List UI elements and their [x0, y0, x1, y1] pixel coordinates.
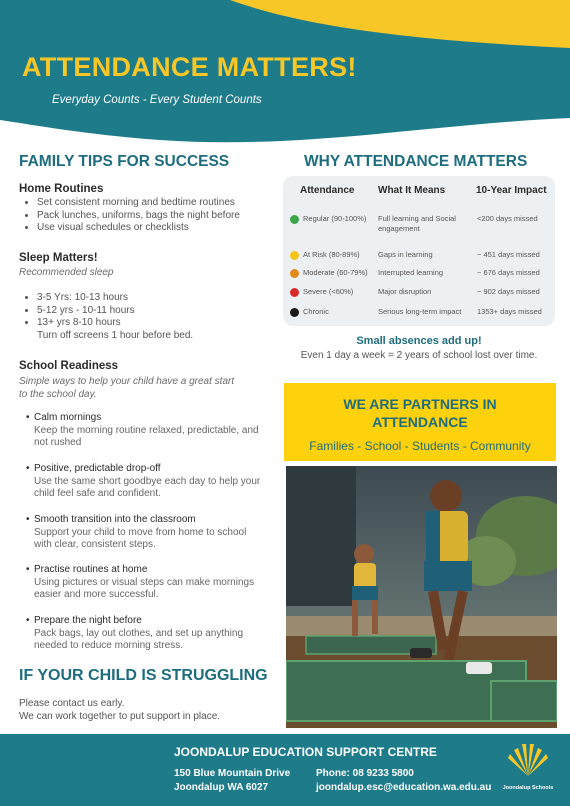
struggling-text	[19, 698, 279, 723]
status-dot	[290, 269, 299, 278]
table-row	[283, 211, 555, 233]
meaning-line: engagement	[378, 224, 420, 233]
row-meaning: Serious long-term impact	[378, 307, 462, 316]
readiness-tip	[26, 615, 266, 653]
tip-desc: Use the same short goodbye each day to help your child feel safe and confident.	[34, 475, 261, 499]
list-item: • Set consistent morning and bedtime routines	[37, 197, 273, 210]
joondalup-schools-logo	[500, 740, 556, 800]
row-attendance: Regular (90-100%)	[303, 214, 367, 223]
sleep-extra: Turn off screens 1 hour before bed.	[37, 329, 194, 341]
row-impact: 1353+ days missed	[477, 307, 542, 316]
list-item: • Use visual schedules or checklists	[37, 222, 273, 235]
note-line: Simple ways to help your child have a great start	[19, 376, 235, 387]
readiness-tip	[26, 514, 266, 552]
list-item: • 3-5 Yrs: 10-13 hours	[37, 292, 273, 305]
logo-text: Joondalup Schools	[502, 785, 554, 791]
status-dot	[290, 308, 299, 317]
why-heading: WHY ATTENDANCE MATTERS	[304, 153, 528, 170]
tip-title: • Practise routines at home	[26, 564, 266, 577]
partners-title-line: WE ARE PARTNERS IN	[343, 396, 497, 412]
table-row	[283, 265, 555, 283]
table-header-meaning: What It Means	[378, 185, 446, 196]
row-meaning: Gaps in learning	[378, 250, 433, 259]
table-header-attendance: Attendance	[300, 185, 355, 196]
partners-subtitle: Families - School - Students - Community	[309, 439, 531, 453]
footer-contact	[316, 767, 491, 795]
readiness-tip	[26, 564, 266, 602]
school-readiness-note	[19, 375, 279, 401]
tip-title: • Positive, predictable drop-off	[26, 463, 266, 476]
page-title: ATTENDANCE MATTERS!	[22, 52, 357, 82]
struggling-line: We can work together to put support in place.	[19, 710, 221, 722]
status-dot	[290, 288, 299, 297]
list-item: • 13+ yrs 8-10 hours	[37, 317, 273, 330]
partners-title-line: ATTENDANCE	[372, 414, 468, 430]
struggling-heading: IF YOUR CHILD IS STRUGGLING	[19, 667, 268, 684]
tip-title: • Prepare the night before	[26, 615, 266, 628]
readiness-tip	[26, 412, 266, 450]
sleep-list	[23, 292, 273, 342]
row-attendance: Chronic	[303, 307, 329, 316]
address-line: Joondalup WA 6027	[174, 782, 269, 793]
row-meaning: Major disruption	[378, 287, 432, 296]
table-row	[283, 247, 555, 265]
list-item: • 5-12 yrs - 10-11 hours	[37, 305, 273, 318]
row-impact: <200 days missed	[477, 214, 538, 223]
struggling-line: Please contact us early.	[19, 698, 125, 709]
tip-desc: Keep the morning routine relaxed, predictable, and not rushed	[34, 424, 259, 448]
row-attendance: Severe (<60%)	[303, 287, 354, 296]
row-impact: ~ 451 days missed	[477, 250, 540, 259]
callout-title: Small absences add up!	[356, 335, 482, 347]
address-line: 150 Blue Mountain Drive	[174, 768, 291, 779]
row-impact: ~ 902 days missed	[477, 287, 540, 296]
row-meaning	[378, 214, 456, 234]
children-photo	[286, 466, 557, 728]
footer-address	[174, 767, 290, 795]
phone-text: Phone: 08 9233 5800	[316, 768, 414, 779]
family-tips-heading: FAMILY TIPS FOR SUCCESS	[19, 153, 230, 170]
school-readiness-title: School Readiness	[19, 360, 119, 372]
meaning-line: Full learning and Social	[378, 214, 456, 223]
tip-desc: Support your child to move from home to school with clear, consistent steps.	[34, 526, 247, 550]
partners-title	[284, 395, 556, 431]
table-header-impact: 10-Year Impact	[476, 185, 547, 196]
note-line: to the school day.	[19, 389, 97, 400]
tip-title: • Smooth transition into the classroom	[26, 514, 266, 527]
email-link[interactable]: joondalup.esc@education.wa.edu.au	[316, 782, 492, 793]
sleep-note: Recommended sleep	[19, 267, 114, 278]
table-row	[283, 304, 555, 322]
row-impact: ~ 676 days missed	[477, 268, 540, 277]
tip-desc: Using pictures or visual steps can make mornings easier and more successful.	[34, 576, 255, 600]
status-dot	[290, 215, 299, 224]
callout-sub: Even 1 day a week = 2 years of school lost over time.	[300, 350, 538, 361]
home-routines-title: Home Routines	[19, 183, 104, 195]
home-routines-list	[23, 197, 273, 235]
tip-desc: Pack bags, lay out clothes, and set up anything needed to reduce morning stress.	[34, 627, 244, 651]
footer-org: JOONDALUP EDUCATION SUPPORT CENTRE	[174, 745, 437, 759]
page-subtitle: Everyday Counts - Every Student Counts	[52, 94, 262, 106]
table-row	[283, 284, 555, 302]
status-dot	[290, 251, 299, 260]
tip-title: • Calm mornings	[26, 412, 266, 425]
row-attendance: Moderate (60-79%)	[303, 268, 368, 277]
row-attendance: At Risk (80-89%)	[303, 250, 360, 259]
list-item: • Pack lunches, uniforms, bags the night before	[37, 210, 273, 223]
partners-box	[284, 383, 556, 461]
readiness-tip	[26, 463, 266, 501]
sun-logo-icon	[500, 740, 556, 780]
sleep-title: Sleep Matters!	[19, 252, 98, 264]
row-meaning: Interrupted learning	[378, 268, 444, 277]
